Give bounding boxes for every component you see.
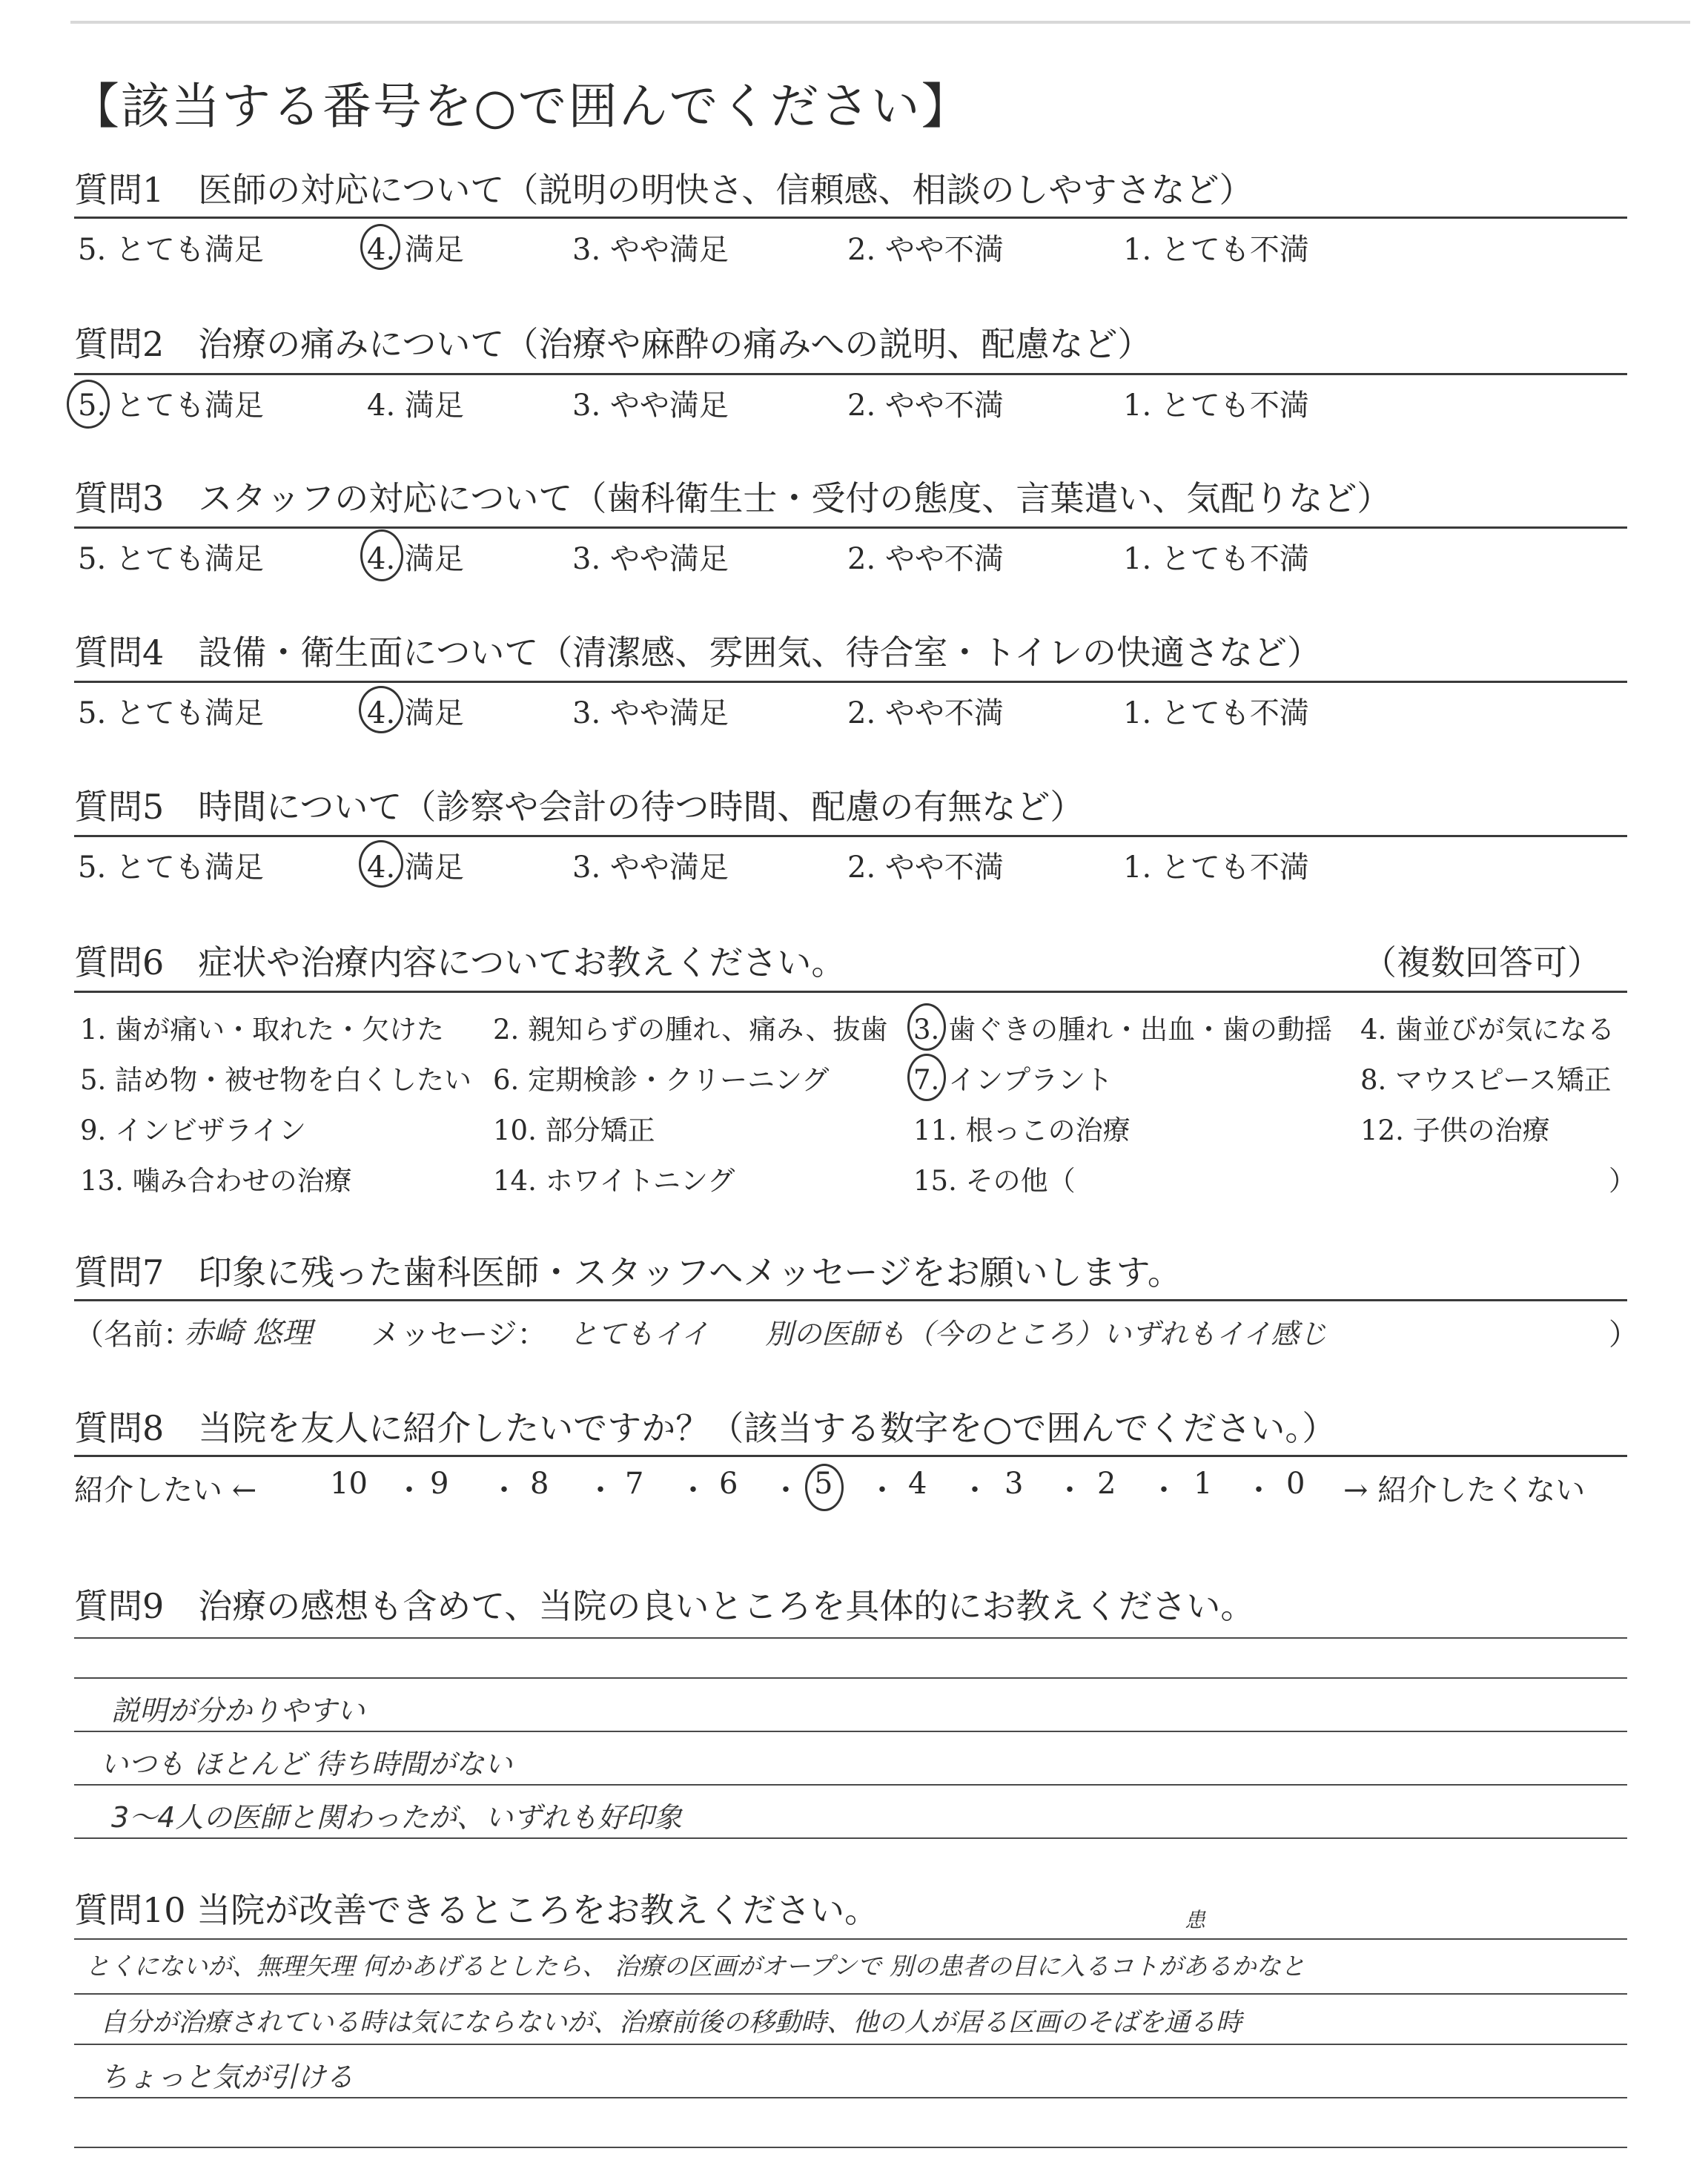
q8-value-2[interactable]: 2: [1097, 1467, 1116, 1501]
q8-separator: ・: [489, 1473, 519, 1507]
top-border: [70, 21, 1690, 24]
q8-left-label: 紹介したい ←: [74, 1473, 257, 1507]
q8-separator: ・: [1244, 1473, 1274, 1507]
q6-option-4[interactable]: 4. 歯並びが気になる: [1360, 1014, 1615, 1046]
q10-rule-3: [74, 2044, 1627, 2045]
q6-option-12[interactable]: 12. 子供の治療: [1360, 1114, 1550, 1146]
q7-message-value[interactable]: とてもイイ 別の医師も（今のところ）いずれもイイ感じ: [569, 1318, 1328, 1350]
q4-selection-circle: [359, 686, 403, 733]
q9-rule-1: [74, 1637, 1627, 1639]
q4-rule: [74, 681, 1627, 683]
q6-selection-circle-3: [907, 1003, 946, 1051]
q5-label: 質問5 時間について（診察や会計の待つ時間、配慮の有無など）: [74, 787, 1085, 827]
q3-option-4[interactable]: 4. 満足: [367, 542, 464, 576]
q9-answer-1[interactable]: 説明が分かりやすい: [111, 1694, 365, 1727]
q6-option-15[interactable]: 15. その他（: [913, 1165, 1076, 1197]
q1-rule: [74, 217, 1627, 219]
q6-note: （複数回答可）: [1363, 942, 1601, 982]
q1-option-4[interactable]: 4. 満足: [367, 233, 464, 267]
q10-insert-mark: 患: [1185, 1908, 1206, 1932]
q1-option-3[interactable]: 3. やや満足: [572, 233, 729, 267]
q7-rule: [74, 1299, 1627, 1301]
q8-separator: ・: [678, 1473, 708, 1507]
q3-option-3[interactable]: 3. やや満足: [572, 542, 729, 576]
q6-option-8[interactable]: 8. マウスピース矯正: [1360, 1064, 1612, 1096]
q2-option-2[interactable]: 2. やや不満: [847, 389, 1004, 423]
q10-label: 質問10 当院が改善できるところをお教えください。: [74, 1890, 879, 1930]
q1-selection-circle: [360, 224, 400, 270]
q6-option-9[interactable]: 9. インビザライン: [80, 1114, 306, 1146]
q10-rule-4: [74, 2097, 1627, 2098]
q8-separator: ・: [1055, 1473, 1085, 1507]
q9-rule-3: [74, 1731, 1627, 1732]
q5-option-2[interactable]: 2. やや不満: [847, 851, 1004, 885]
q8-value-8[interactable]: 8: [530, 1467, 549, 1501]
q6-option-5[interactable]: 5. 詰め物・被せ物を白くしたい: [80, 1064, 472, 1096]
q9-rule-4: [74, 1784, 1627, 1786]
q9-answer-2[interactable]: いつも ほとんど 待ち時間がない: [100, 1748, 513, 1780]
q3-option-5[interactable]: 5. とても満足: [78, 542, 264, 576]
q8-right-label: → 紹介したくない: [1343, 1473, 1586, 1507]
q10-answer-2[interactable]: 自分が治療されている時は気にならないが、治療前後の移動時、他の人が居る区画のそばを通る時: [100, 2008, 1242, 2038]
q8-value-7[interactable]: 7: [625, 1467, 644, 1501]
q8-separator: ・: [960, 1473, 990, 1507]
q8-separator: ・: [586, 1473, 615, 1507]
q4-option-5[interactable]: 5. とても満足: [78, 696, 264, 730]
q9-rule-5: [74, 1837, 1627, 1839]
q7-name-value[interactable]: 赤崎 悠理: [184, 1316, 312, 1350]
page-title: 【該当する番号を○で囲んでください】: [70, 78, 972, 135]
q6-option-7[interactable]: 7. インプラント: [913, 1064, 1113, 1096]
q2-rule: [74, 373, 1627, 375]
q10-rule-1: [74, 1938, 1627, 1940]
q7-close-paren: ）: [1609, 1318, 1638, 1352]
q8-separator: ・: [771, 1473, 801, 1507]
q9-label: 質問9 治療の感想も含めて、当院の良いところを具体的にお教えください。: [74, 1586, 1255, 1626]
q7-label: 質問7 印象に残った歯科医師・スタッフへメッセージをお願いします。: [74, 1252, 1182, 1292]
q8-value-4[interactable]: 4: [908, 1467, 927, 1501]
q3-selection-circle: [360, 529, 403, 581]
q8-value-9[interactable]: 9: [430, 1467, 449, 1501]
q10-rule-5: [74, 2147, 1627, 2148]
q4-option-2[interactable]: 2. やや不満: [847, 696, 1004, 730]
q8-separator: ・: [1149, 1473, 1179, 1507]
q8-value-10[interactable]: 10: [330, 1467, 368, 1501]
q4-option-4[interactable]: 4. 満足: [367, 696, 464, 730]
q1-option-2[interactable]: 2. やや不満: [847, 233, 1004, 267]
q7-name-label: （名前：: [74, 1318, 193, 1352]
q8-value-0[interactable]: 0: [1286, 1467, 1305, 1501]
q6-option-2[interactable]: 2. 親知らずの腫れ、痛み、抜歯: [493, 1014, 888, 1046]
q8-value-5[interactable]: 5: [814, 1467, 833, 1501]
q10-rule-2: [74, 1993, 1627, 1995]
q2-option-5[interactable]: 5. とても満足: [78, 389, 264, 423]
q8-value-3[interactable]: 3: [1004, 1467, 1024, 1501]
q10-answer-3[interactable]: ちょっと気が引ける: [100, 2061, 354, 2093]
q5-option-3[interactable]: 3. やや満足: [572, 851, 729, 885]
q6-option-1[interactable]: 1. 歯が痛い・取れた・欠けた: [80, 1014, 445, 1046]
q6-label: 質問6 症状や治療内容についてお教えください。: [74, 942, 846, 982]
q1-option-5[interactable]: 5. とても満足: [78, 233, 264, 267]
q1-option-1[interactable]: 1. とても不満: [1123, 233, 1309, 267]
q8-label: 質問8 当院を友人に紹介したいですか？（該当する数字を○で囲んでください。）: [74, 1408, 1337, 1448]
q6-option-3[interactable]: 3. 歯ぐきの腫れ・出血・歯の動揺: [913, 1014, 1333, 1046]
q8-value-6[interactable]: 6: [719, 1467, 738, 1501]
q10-answer-1[interactable]: とくにないが、無理矢理 何かあげるとしたら、 治療の区画がオープンで 別の患者の目に入るコトがあるかなと: [85, 1952, 1305, 1981]
q6-option-14[interactable]: 14. ホワイトニング: [493, 1165, 735, 1197]
q5-option-1[interactable]: 1. とても不満: [1123, 851, 1309, 885]
q6-option-13[interactable]: 13. 噛み合わせの治療: [80, 1165, 352, 1197]
q1-label: 質問1 医師の対応について（説明の明快さ、信頼感、相談のしやすさなど）: [74, 170, 1254, 210]
q4-option-3[interactable]: 3. やや満足: [572, 696, 729, 730]
q3-rule: [74, 526, 1627, 529]
q2-option-3[interactable]: 3. やや満足: [572, 389, 729, 423]
q5-option-5[interactable]: 5. とても満足: [78, 851, 264, 885]
q9-rule-2: [74, 1677, 1627, 1679]
q8-separator: ・: [867, 1473, 897, 1507]
q5-rule: [74, 835, 1627, 837]
q2-option-4[interactable]: 4. 満足: [367, 389, 464, 423]
q6-rule: [74, 991, 1627, 993]
q6-option-11[interactable]: 11. 根っこの治療: [913, 1114, 1131, 1146]
q5-option-4[interactable]: 4. 満足: [367, 851, 464, 885]
q3-option-1[interactable]: 1. とても不満: [1123, 542, 1309, 576]
q8-selection-circle: [805, 1464, 844, 1511]
q7-message-label: メッセージ：: [371, 1318, 547, 1352]
q4-option-1[interactable]: 1. とても不満: [1123, 696, 1309, 730]
q8-separator: ・: [394, 1473, 424, 1507]
q2-selection-circle: [67, 380, 110, 429]
q6-option-10[interactable]: 10. 部分矯正: [493, 1114, 655, 1146]
q6-option-6[interactable]: 6. 定期検診・クリーニング: [493, 1064, 830, 1096]
q3-label: 質問3 スタッフの対応について（歯科衛生士・受付の態度、言葉遣い、気配りなど）: [74, 478, 1391, 518]
q8-rule: [74, 1455, 1627, 1457]
q6-selection-circle-7: [907, 1054, 946, 1101]
q9-answer-3[interactable]: 3〜4人の医師と関わったが、いずれも好印象: [111, 1801, 682, 1834]
q3-option-2[interactable]: 2. やや不満: [847, 542, 1004, 576]
q4-label: 質問4 設備・衛生面について（清潔感、雰囲気、待合室・トイレの快適さなど）: [74, 633, 1322, 673]
q8-value-1[interactable]: 1: [1194, 1467, 1213, 1501]
q2-option-1[interactable]: 1. とても不満: [1123, 389, 1309, 423]
q6-option-15-close: ）: [1609, 1165, 1636, 1197]
q5-selection-circle: [359, 840, 403, 888]
q2-label: 質問2 治療の痛みについて（治療や麻酔の痛みへの説明、配慮など）: [74, 324, 1152, 364]
